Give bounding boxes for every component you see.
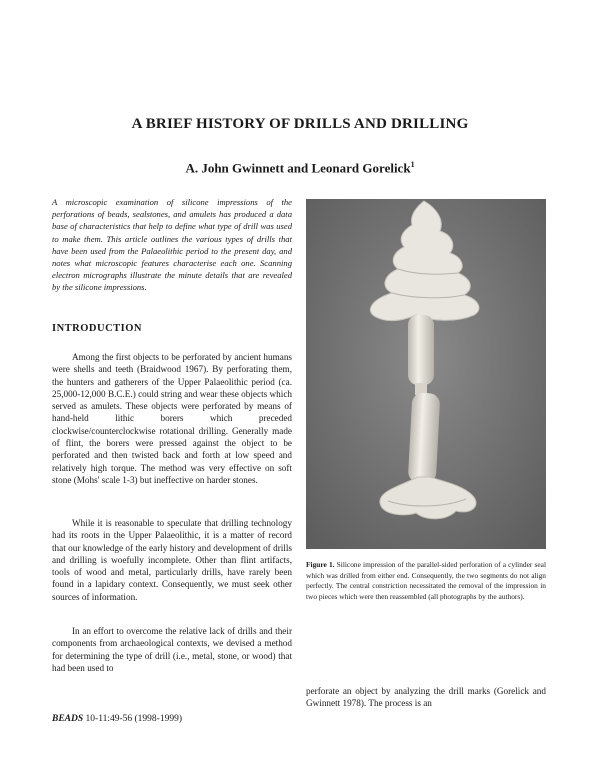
figure-photo xyxy=(306,199,546,549)
journal-name: BEADS xyxy=(52,714,84,724)
page-footer xyxy=(52,714,182,724)
impression-upper-segment xyxy=(408,315,434,385)
body-continuation: perforate an object by analyzing the drill marks (Gorelick and Gwinnett 1978). The process is an xyxy=(306,686,546,709)
article-authors xyxy=(0,160,600,176)
impression-lower-segment xyxy=(408,392,441,483)
body-paragraph-3 xyxy=(52,625,292,674)
paragraph-text: While it is reasonable to speculate that drilling technology had its roots in the Upper Palaeolithic, it is a matter of record that our knowledge of the early history and development of drills and drilling is woefully incomplete. Other than flint artifacts, tools of wood and metal, particularly drills, have rarely been found in a lapidary context. Consequently, we must seek other sources of information. xyxy=(52,518,292,602)
paragraph-text: Among the first objects to be perforated by ancient humans were shells and teeth (Braidwood 1967). By perforating them, the hunters and gatherers of the Upper Palaeolithic period (ca. 25,000-12,000 B.C.E.) could string and wear these objects which served as amulets. These objects were perforated by means of hand-held lithic borers which preceded clockwise/counterclockwise rotational drilling. Generally made of flint, the borers were pressed against the object to be perforated and then twisted back and forth at low speed and relatively high torque. The method was very effective on soft stone (Mohs' scale 1-3) but ineffective on harder stones. xyxy=(52,352,292,485)
body-paragraph-2 xyxy=(52,517,292,603)
abstract: A microscopic examination of silicone impressions of the perforations of beads, sealstones, and amulets has produced a data base of characteristics that help to define what type of drill was used to make them. This article outlines the various types of drills that have been used from the Palaeolithic period to the present day, and notes what microscopic features characterise each one. Scanning electron micrographs illustrate the minute details that are revealed by the silicone impressions. xyxy=(52,197,292,293)
author-footnote-marker: 1 xyxy=(410,160,415,169)
silicone-impression-image xyxy=(306,199,546,549)
author-names: A. John Gwinnett and Leonard Gorelick xyxy=(185,160,411,176)
section-heading-introduction: INTRODUCTION xyxy=(52,323,143,334)
figure-label: Figure 1. xyxy=(306,560,335,569)
journal-citation: 10-11:49-56 (1998-1999) xyxy=(85,714,183,724)
figure-caption-text: Silicone impression of the parallel-sided perforation of a cylinder seal which was drilled from either end. Consequently, the two segments do not align perfectly. The central constriction necessitated the removal of the impression in two pieces which were then reassembled (all photographs by the authors). xyxy=(306,560,546,601)
body-paragraph-1 xyxy=(52,351,292,486)
article-title: A BRIEF HISTORY OF DRILLS AND DRILLING xyxy=(131,116,469,132)
figure-caption xyxy=(306,560,546,602)
paragraph-text: In an effort to overcome the relative lack of drills and their components from archaeological contexts, we devised a method for determining the type of drill (i.e., metal, stone, or wood) that had been used to xyxy=(52,626,292,673)
